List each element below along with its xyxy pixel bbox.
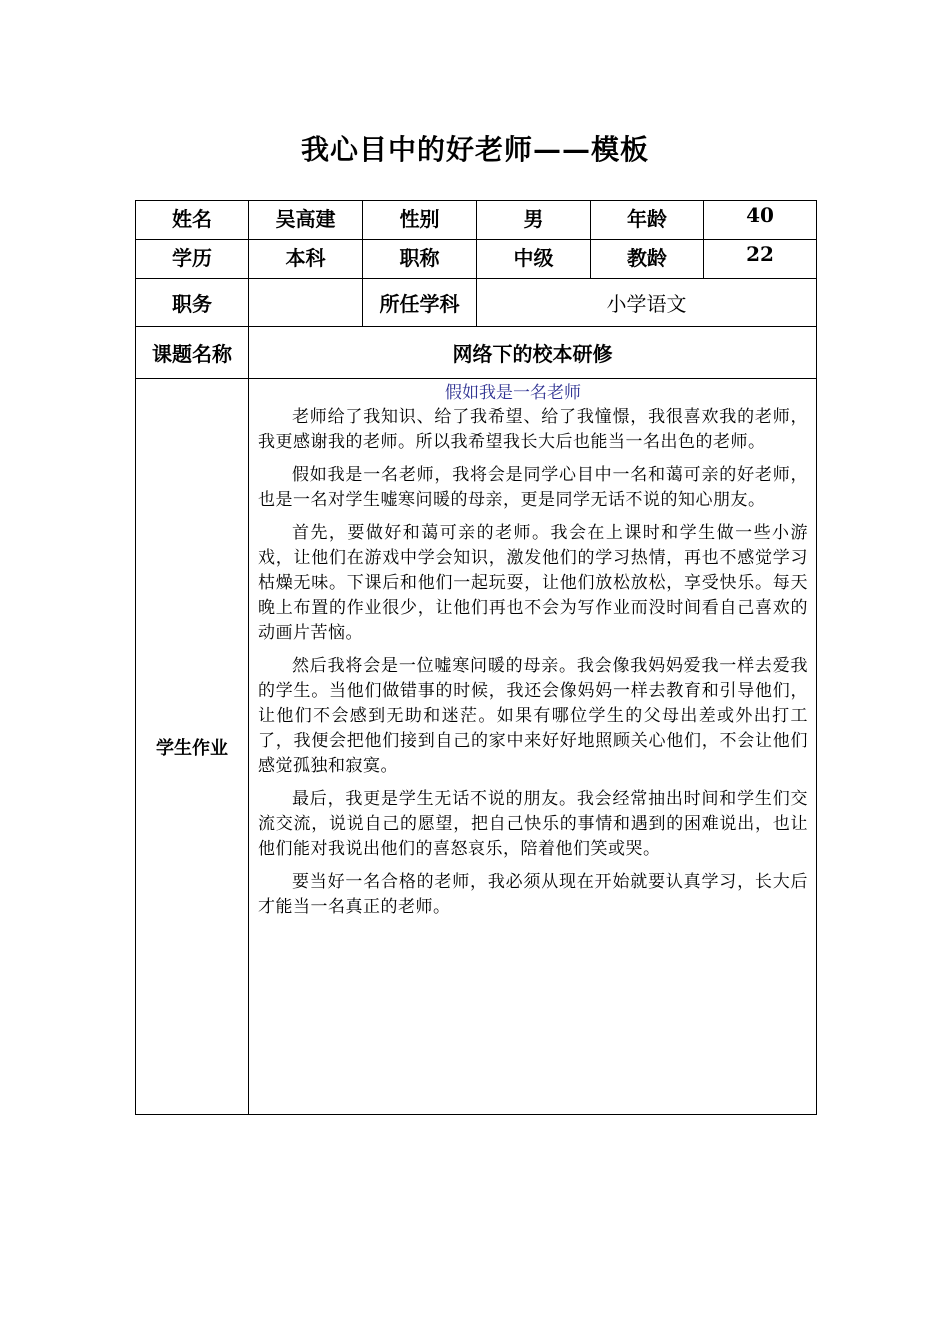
essay-paragraph: 老师给了我知识、给了我希望、给了我憧憬，我很喜欢我的老师，我更感谢我的老师。所以我希望我长大后也能当一名出色的老师。 xyxy=(258,407,808,452)
teacher-info-table xyxy=(135,200,817,1115)
title-rank-value: 中级 xyxy=(477,240,591,279)
table-row xyxy=(136,201,817,240)
title-rank-label: 职称 xyxy=(363,240,477,279)
page-title: 我心目中的好老师——模板 xyxy=(300,133,649,166)
teaching-years-label: 教龄 xyxy=(591,240,704,279)
table-row xyxy=(136,279,817,327)
age-label: 年龄 xyxy=(591,201,704,240)
essay-paragraph: 最后，我更是学生无话不说的朋友。我会经常抽出时间和学生们交流交流，说说自己的愿望，把自己快乐的事情和遇到的困难说出，也让他们能对我说出他们的喜怒哀乐，陪着他们笑或哭。 xyxy=(258,789,808,859)
homework-label: 学生作业 xyxy=(136,379,249,1115)
essay-paragraph: 要当好一名合格的老师，我必须从现在开始就要认真学习，长大后才能当一名真正的老师。 xyxy=(258,872,808,917)
essay-paragraph: 假如我是一名老师，我将会是同学心目中一名和蔼可亲的好老师，也是一名对学生嘘寒问暖的母亲，更是同学无话不说的知心朋友。 xyxy=(258,465,808,510)
table-row xyxy=(136,379,817,1115)
teaching-years-value: 22 xyxy=(704,240,817,279)
homework-essay xyxy=(249,379,817,1115)
table-row xyxy=(136,327,817,379)
education-label: 学历 xyxy=(136,240,249,279)
name-value: 吴高建 xyxy=(249,201,363,240)
table-row xyxy=(136,240,817,279)
essay-paragraph: 首先，要做好和蔼可亲的老师。我会在上课时和学生做一些小游戏，让他们在游戏中学会知识，激发他们的学习热情，再也不感觉学习枯燥无味。下课后和他们一起玩耍，让他们放松放松，享受快乐。每天晚上布置的作业很少，让他们再也不会为写作业而没时间看自己喜欢的动画片苦恼。 xyxy=(258,523,808,643)
essay-paragraph: 然后我将会是一位嘘寒问暖的母亲。我会像我妈妈爱我一样去爱我的学生。当他们做错事的时候，我还会像妈妈一样去教育和引导他们，让他们不会感到无助和迷茫。如果有哪位学生的父母出差或外出打工了，我便会把他们接到自己的家中来好好地照顾关心他们，不会让他们感觉孤独和寂寞。 xyxy=(258,656,808,776)
topic-value: 网络下的校本研修 xyxy=(249,327,817,379)
subject-label: 所任学科 xyxy=(363,279,477,327)
age-value: 40 xyxy=(704,201,817,240)
position-value xyxy=(249,279,363,327)
position-label: 职务 xyxy=(136,279,249,327)
essay-title: 假如我是一名老师 xyxy=(445,383,581,403)
subject-value: 小学语文 xyxy=(477,279,817,327)
name-label: 姓名 xyxy=(136,201,249,240)
topic-label: 课题名称 xyxy=(136,327,249,379)
education-value: 本科 xyxy=(249,240,363,279)
gender-value: 男 xyxy=(477,201,591,240)
gender-label: 性别 xyxy=(363,201,477,240)
